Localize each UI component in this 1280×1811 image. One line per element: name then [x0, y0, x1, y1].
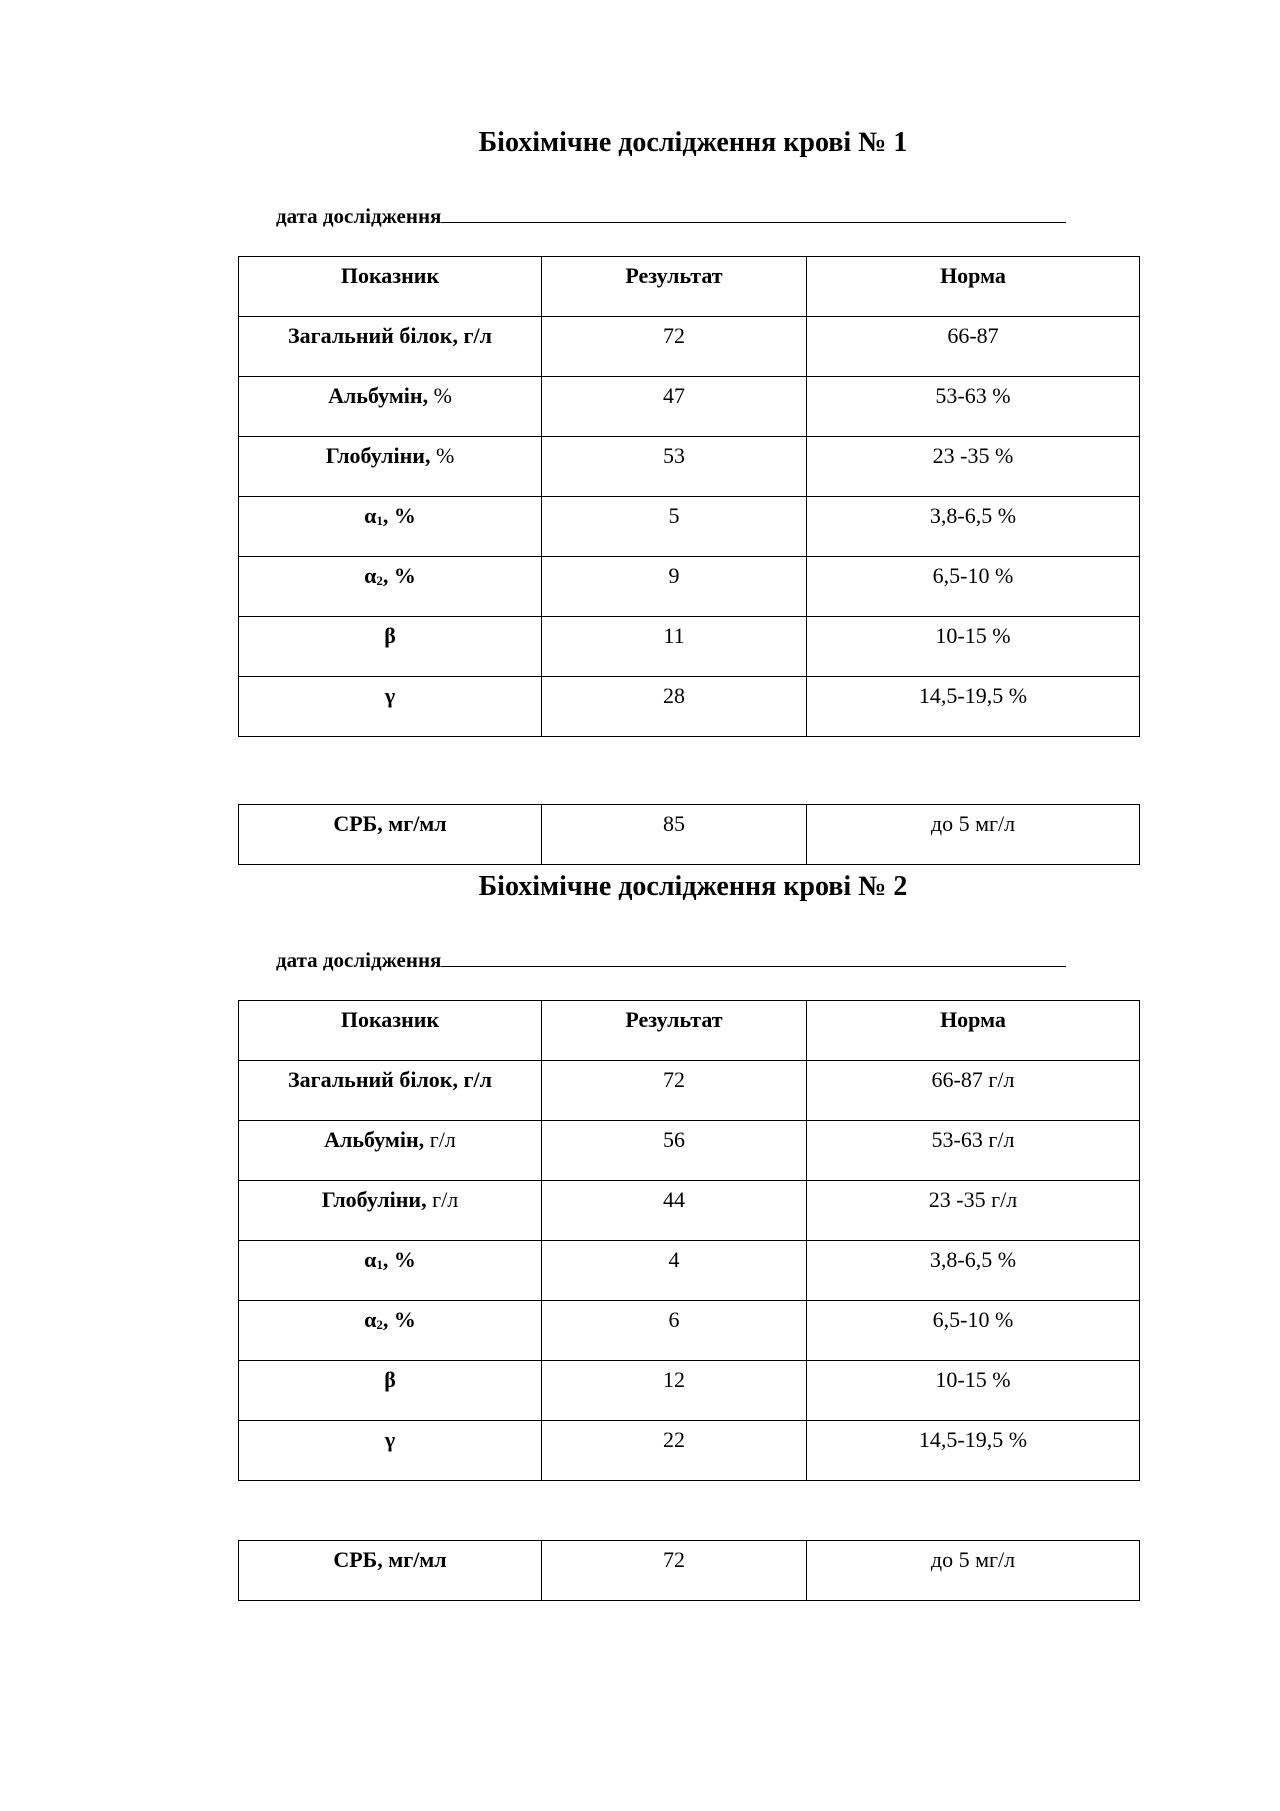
norm-value: 53-63 г/л: [931, 1127, 1015, 1152]
table-row: [239, 1181, 1140, 1241]
norm-value: 10-15 %: [935, 1367, 1011, 1392]
norm-value: 10-15 %: [935, 623, 1011, 648]
norm-value: до 5 мг/л: [930, 811, 1016, 836]
result-value: 47: [663, 383, 685, 408]
indicator-alpha2: $\alpha_2$, %: [364, 563, 416, 588]
result-value: 72: [663, 1067, 685, 1092]
study-2-date-label: дата дослідження: [276, 948, 442, 972]
norm-value: 66-87: [947, 323, 999, 348]
indicator-albumin: Альбумін, г/л: [324, 1127, 456, 1152]
table-row: [239, 677, 1140, 737]
table-row: [239, 437, 1140, 497]
study-1-results-table: [238, 256, 1140, 737]
header-norm: Норма: [940, 263, 1006, 288]
indicator-crp: СРБ, мг/мл: [333, 1547, 447, 1572]
result-value: 9: [668, 563, 680, 588]
result-value: 11: [663, 623, 685, 648]
indicator-globulins: Глобуліни, %: [325, 443, 455, 468]
indicator-gamma: γ: [384, 683, 396, 708]
study-2-title: Біохімічне дослідження крові № 2: [478, 871, 908, 902]
indicator-total-protein: Загальний білок, г/л: [288, 1067, 492, 1092]
result-value: 53: [663, 443, 685, 468]
indicator-albumin: Альбумін, %: [328, 383, 452, 408]
result-value: 22: [663, 1427, 685, 1452]
norm-value: 3,8-6,5 %: [929, 1247, 1017, 1272]
indicator-total-protein: Загальний білок, г/л: [288, 323, 492, 348]
result-value: 56: [663, 1127, 685, 1152]
study-1-date-label: дата дослідження: [276, 204, 442, 228]
header-result: Результат: [625, 1007, 723, 1032]
indicator-crp: СРБ, мг/мл: [333, 811, 447, 836]
norm-value: 14,5-19,5 %: [918, 683, 1028, 708]
table-row: [239, 617, 1140, 677]
study-1-crp-table: [238, 804, 1140, 865]
table-row: [239, 497, 1140, 557]
result-value: 6: [668, 1307, 680, 1332]
result-value: 12: [663, 1367, 685, 1392]
indicator-alpha2: $\alpha_2$, %: [364, 1307, 416, 1332]
indicator-alpha1: $\alpha_1$, %: [364, 503, 416, 528]
table-row: [239, 1061, 1140, 1121]
result-value: 4: [668, 1247, 680, 1272]
table-row: [239, 557, 1140, 617]
indicator-gamma: γ: [384, 1427, 396, 1452]
study-2-crp-table: [238, 1540, 1140, 1601]
indicator-beta: β: [384, 623, 396, 648]
result-value: 72: [663, 323, 685, 348]
result-value: 72: [663, 1547, 685, 1572]
norm-value: 53-63 %: [935, 383, 1011, 408]
table-row: [239, 1421, 1140, 1481]
table-row: [239, 805, 1140, 865]
table-header-row: [239, 1001, 1140, 1061]
table-row: [239, 317, 1140, 377]
norm-value: 6,5-10 %: [932, 1307, 1014, 1332]
header-norm: Норма: [940, 1007, 1006, 1032]
study-2-date-field[interactable]: [441, 946, 1066, 967]
study-1-date-field[interactable]: [441, 202, 1066, 223]
result-value: 5: [668, 503, 680, 528]
study-1-date-line: [276, 202, 1066, 229]
norm-value: 66-87 г/л: [931, 1067, 1015, 1092]
study-1-title: Біохімічне дослідження крові № 1: [478, 127, 908, 158]
study-2-date-line: [276, 946, 1066, 973]
norm-value: 6,5-10 %: [932, 563, 1014, 588]
norm-value: 23 -35 г/л: [928, 1187, 1018, 1212]
table-row: [239, 1301, 1140, 1361]
norm-value: до 5 мг/л: [930, 1547, 1016, 1572]
norm-value: 14,5-19,5 %: [918, 1427, 1028, 1452]
header-indicator: Показник: [340, 1007, 440, 1032]
result-value: 28: [663, 683, 685, 708]
table-row: [239, 377, 1140, 437]
table-header-row: [239, 257, 1140, 317]
result-value: 85: [663, 811, 685, 836]
table-row: [239, 1121, 1140, 1181]
norm-value: 23 -35 %: [932, 443, 1014, 468]
result-value: 44: [663, 1187, 685, 1212]
table-row: [239, 1241, 1140, 1301]
indicator-alpha1: $\alpha_1$, %: [364, 1247, 416, 1272]
indicator-globulins: Глобуліни, г/л: [321, 1187, 459, 1212]
table-row: [239, 1361, 1140, 1421]
table-row: [239, 1541, 1140, 1601]
study-2-results-table: [238, 1000, 1140, 1481]
norm-value: 3,8-6,5 %: [929, 503, 1017, 528]
indicator-beta: β: [384, 1367, 396, 1392]
header-indicator: Показник: [340, 263, 440, 288]
header-result: Результат: [625, 263, 723, 288]
